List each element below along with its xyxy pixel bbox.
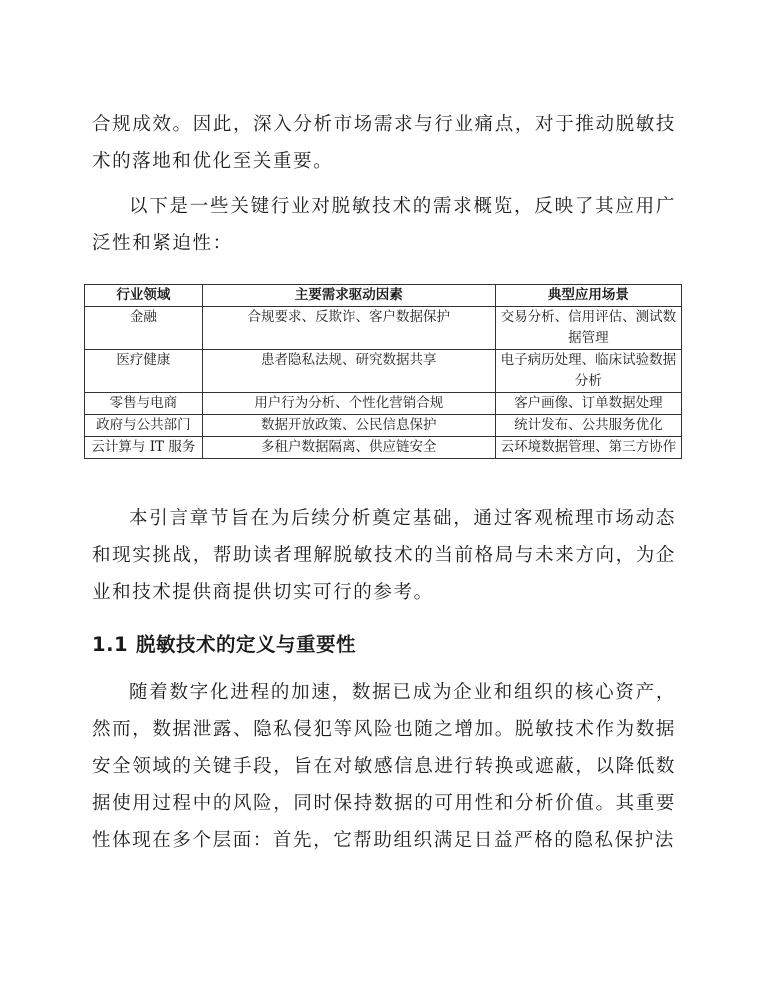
section-title: 脱敏技术的定义与重要性 <box>136 633 357 656</box>
table-row <box>85 415 682 437</box>
table-cell: 用户行为分析、个性化营销合规 <box>202 393 495 415</box>
table-row <box>85 307 682 350</box>
table-cell: 客户画像、订单数据处理 <box>495 393 681 415</box>
table-cell: 政府与公共部门 <box>85 415 203 437</box>
table-header-cell: 行业领域 <box>85 285 203 307</box>
table-cell: 云环境数据管理、第三方协作 <box>495 437 681 459</box>
paragraph-market-analysis: 合规成效。因此，深入分析市场需求与行业痛点，对于推动脱敏技术的落地和优化至关重要。 <box>92 114 676 172</box>
paragraph-definition-importance: 随着数字化进程的加速，数据已成为企业和组织的核心资产，然而，数据泄露、隐私侵犯等风险也随之增加。脱敏技术作为数据安全领域的关键手段，旨在对敏感信息进行转换或遮蔽，以降低数据使用过程中的风险，同时保持数据的可用性和分析价值。其重要性体现在多个层面：首先，它帮助组织满足日益严格的隐私保护法 <box>92 682 676 851</box>
table-cell: 合规要求、反欺诈、客户数据保护 <box>202 307 495 350</box>
table-cell: 医疗健康 <box>85 350 203 393</box>
table-cell: 统计发布、公共服务优化 <box>495 415 681 437</box>
section-heading <box>92 630 356 660</box>
paragraph-chapter-purpose: 本引言章节旨在为后续分析奠定基础，通过客观梳理市场动态和现实挑战，帮助读者理解脱敏技术的当前格局与未来方向，为企业和技术提供商提供切实可行的参考。 <box>92 508 676 603</box>
table-cell: 患者隐私法规、研究数据共享 <box>202 350 495 393</box>
table-cell: 金融 <box>85 307 203 350</box>
table-cell: 多租户数据隔离、供应链安全 <box>202 437 495 459</box>
section-number: 1.1 <box>92 633 129 656</box>
table-cell: 交易分析、信用评估、测试数据管理 <box>495 307 681 350</box>
table-header-cell: 典型应用场景 <box>495 285 681 307</box>
industry-demand-table <box>84 284 682 459</box>
table-row <box>85 393 682 415</box>
table-cell: 零售与电商 <box>85 393 203 415</box>
table-cell: 电子病历处理、临床试验数据分析 <box>495 350 681 393</box>
table-header-cell: 主要需求驱动因素 <box>202 285 495 307</box>
paragraph-table-intro: 以下是一些关键行业对脱敏技术的需求概览，反映了其应用广泛性和紧迫性： <box>92 196 676 254</box>
table-cell: 云计算与 IT 服务 <box>85 437 203 459</box>
table-row <box>85 437 682 459</box>
table-header-row <box>85 285 682 307</box>
table-cell: 数据开放政策、公民信息保护 <box>202 415 495 437</box>
table-row <box>85 350 682 393</box>
